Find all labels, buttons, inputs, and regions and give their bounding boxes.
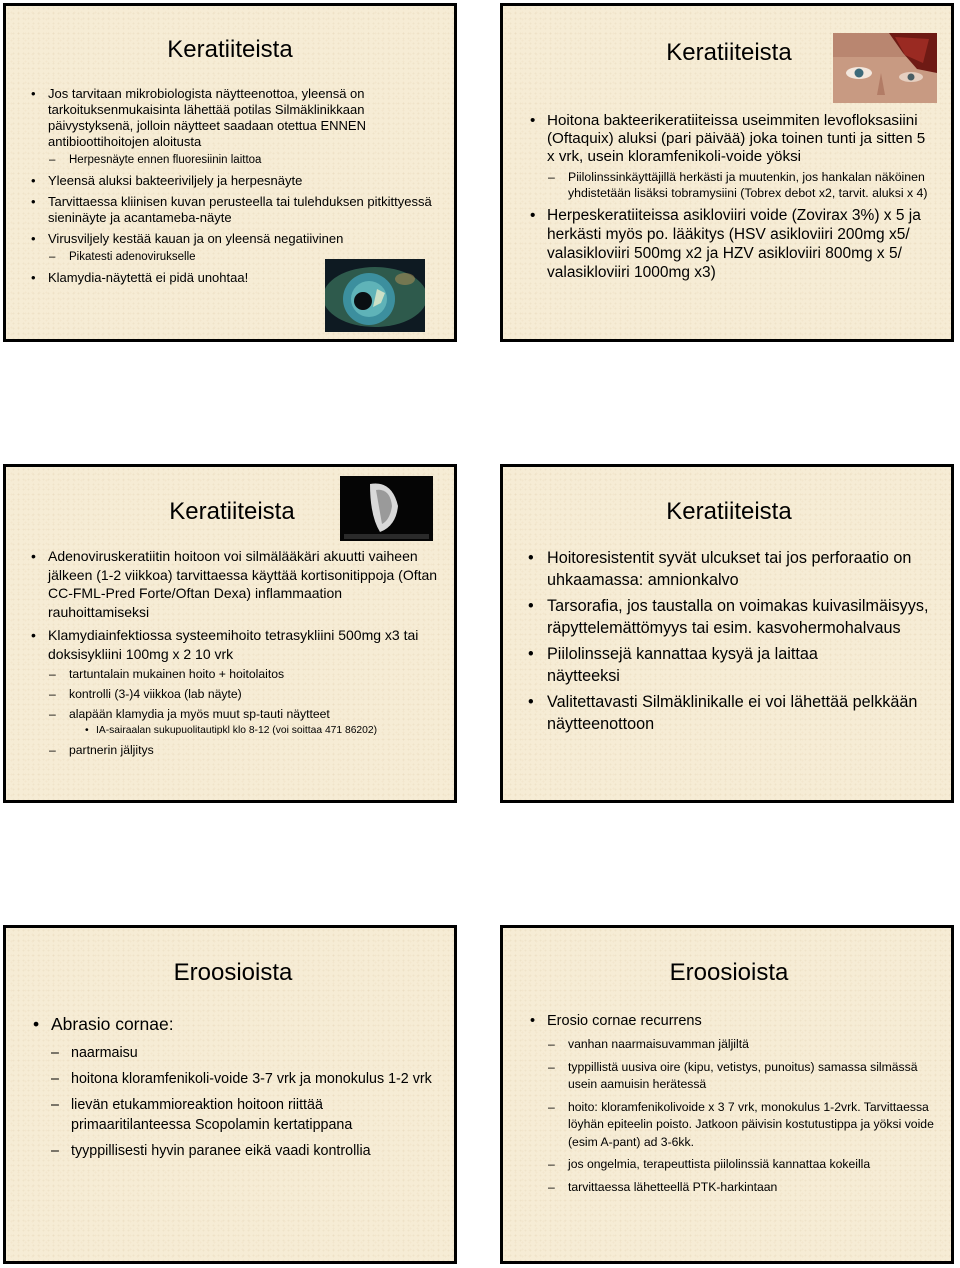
bullet: • Klamydia-näytettä ei pidä unohtaa! [31, 270, 441, 286]
slide-title: Eroosioista [669, 959, 789, 986]
sub-bullet: – Herpesnäyte ennen fluoresiinin laittoa [31, 152, 441, 168]
bullet: • Piilolinssejä kannattaa kysyä ja laittaa näytteeksi [528, 644, 847, 687]
sub-bullet: – jos ongelmia, terapeuttista piilolinssiä kannattaa kokeilla [530, 1156, 935, 1174]
sub-bullet: – typpillistä uusiva oire (kipu, vetistys, punoitus) samassa silmässä usein aamuisin herätessä [530, 1059, 935, 1094]
bullet-list [31, 86, 441, 286]
bullet: • Jos tarvitaan mikrobiologista näytteenottoa, yleensä on tarkoituksenmukaisinta lähettää potilas Silmäklinikkaan päivystyksenä, jolloin näytteet saadaan otettua ENNEN antibioottihoitojen aloitusta [31, 86, 441, 150]
sub-bullet: – hoito: kloramfenikolivoide x 3 7 vrk, monokulus 1-2vrk. Tarvittaessa löyhän epiteelin poisto. Jatkoon päivisin kostutustippa ja yöksi voide (esim A-pant) ad 3-6kk. [530, 1099, 935, 1152]
sub-bullet: – Pikatesti adenovirukselle [31, 249, 441, 265]
sub-bullet: – tyyppillisesti hyvin paranee eikä vaadi kontrollia [33, 1141, 443, 1161]
bullet: • Adenoviruskeratiitin hoitoon voi silmälääkäri akuutti vaiheen jälkeen (1-2 viikkoa) tarvittaessa käyttää kortisonitippoja (Oftan CC-FML-Pred Forte/Oftan Dexa) inflammaation rauhoittamiseksi [31, 547, 443, 621]
sub-sub-bullet: • IA-sairaalan sukupuolitautipkl klo 8-12 (voi soittaa 471 86202) [31, 724, 443, 738]
sub-bullet: – naarmaisu [33, 1043, 443, 1063]
slide-6 [500, 925, 954, 1264]
bullet-list [530, 112, 930, 282]
bullet: • Hoitoresistentit syvät ulcukset tai jos perforaatio on uhkaamassa: amnionkalvo [528, 548, 943, 591]
slide-title: Keratiiteista [666, 39, 792, 66]
slide-4 [500, 464, 954, 803]
bullet: • Virusviljely kestää kauan ja on yleensä negatiivinen [31, 231, 443, 247]
slide-3 [3, 464, 457, 803]
sub-bullet: – alapään klamydia ja myös muut sp-tauti näytteet [31, 706, 443, 722]
slide-1 [3, 3, 457, 342]
slide-5 [3, 925, 457, 1264]
bullet-list [530, 1012, 935, 1196]
bullet-list [528, 548, 943, 735]
bullet: • Abrasio cornae: [33, 1013, 443, 1035]
bullet: • Klamydiainfektiossa systeemihoito tetrasykliini 500mg x3 tai doksisykliini 100mg x 2 10 vrk [31, 626, 443, 663]
bullet-list [31, 547, 443, 758]
bullet: • Hoitona bakteerikeratiiteissa useimmiten levofloksasiini (Oftaquix) aluksi (pari päivää) joka toinen tunti ja sitten 5 x vrk, usein kloramfenikoli-voide yöksi [530, 112, 930, 166]
sub-bullet: – tartuntalain mukainen hoito + hoitolaitos [31, 666, 443, 682]
bullet: • Herpeskeratiiteissa asikloviiri voide (Zovirax 3%) x 5 ja herkästi myös po. lääkitys (HSV asikloviiri 200mg x5/ valasikloviiri 500mg x2 ja HZV asikloviiri 800mg x 5/ valasikloviiri 1000mg x3) [530, 206, 930, 282]
bullet: • Valitettavasti Silmäklinikalle ei voi lähettää pelkkään näytteenottoon [528, 692, 943, 735]
sub-bullet: – tarvittaessa lähetteellä PTK-harkintaan [530, 1179, 935, 1197]
slide-2 [500, 3, 954, 342]
bullet: • Tarsorafia, jos taustalla on voimakas kuivasilmäisyys, räpyttelemättömyys tai esim. kasvohermohalvaus [528, 596, 943, 639]
eye-photo [340, 476, 433, 541]
slide-title: Keratiiteista [167, 36, 293, 63]
sub-bullet: – kontrolli (3-)4 viikkoa (lab näyte) [31, 686, 443, 702]
bullet: • Erosio cornae recurrens [530, 1012, 935, 1030]
bullet-list [33, 1013, 443, 1161]
slide-title: Keratiiteista [169, 498, 295, 525]
sub-bullet: – hoitona kloramfenikoli-voide 3-7 vrk ja monokulus 1-2 vrk [33, 1069, 443, 1089]
slide-title: Eroosioista [173, 959, 293, 986]
slide-title: Keratiiteista [666, 498, 792, 525]
eye-photo [325, 259, 425, 332]
bullet: • Yleensä aluksi bakteeriviljely ja herpesnäyte [31, 173, 441, 189]
sub-bullet: – partnerin jäljitys [31, 742, 443, 758]
face-photo [833, 33, 937, 103]
sub-bullet: – lievän etukammioreaktion hoitoon riittää primaaritilanteessa Scopolamin kertatippana [33, 1095, 443, 1135]
bullet: • Tarvittaessa kliinisen kuvan perusteella tai tulehduksen pitkittyessä sieninäyte ja acantameba-näyte [31, 194, 441, 226]
sub-bullet: – Piilolinssinkäyttäjillä herkästi ja muutenkin, jos hankalan näköinen yhdistetään lisäksi tobramysiini (Tobrex debot x2, tarvit. aluksi x 4) [530, 169, 930, 201]
sub-bullet: – vanhan naarmaisuvamman jäljiltä [530, 1036, 935, 1054]
